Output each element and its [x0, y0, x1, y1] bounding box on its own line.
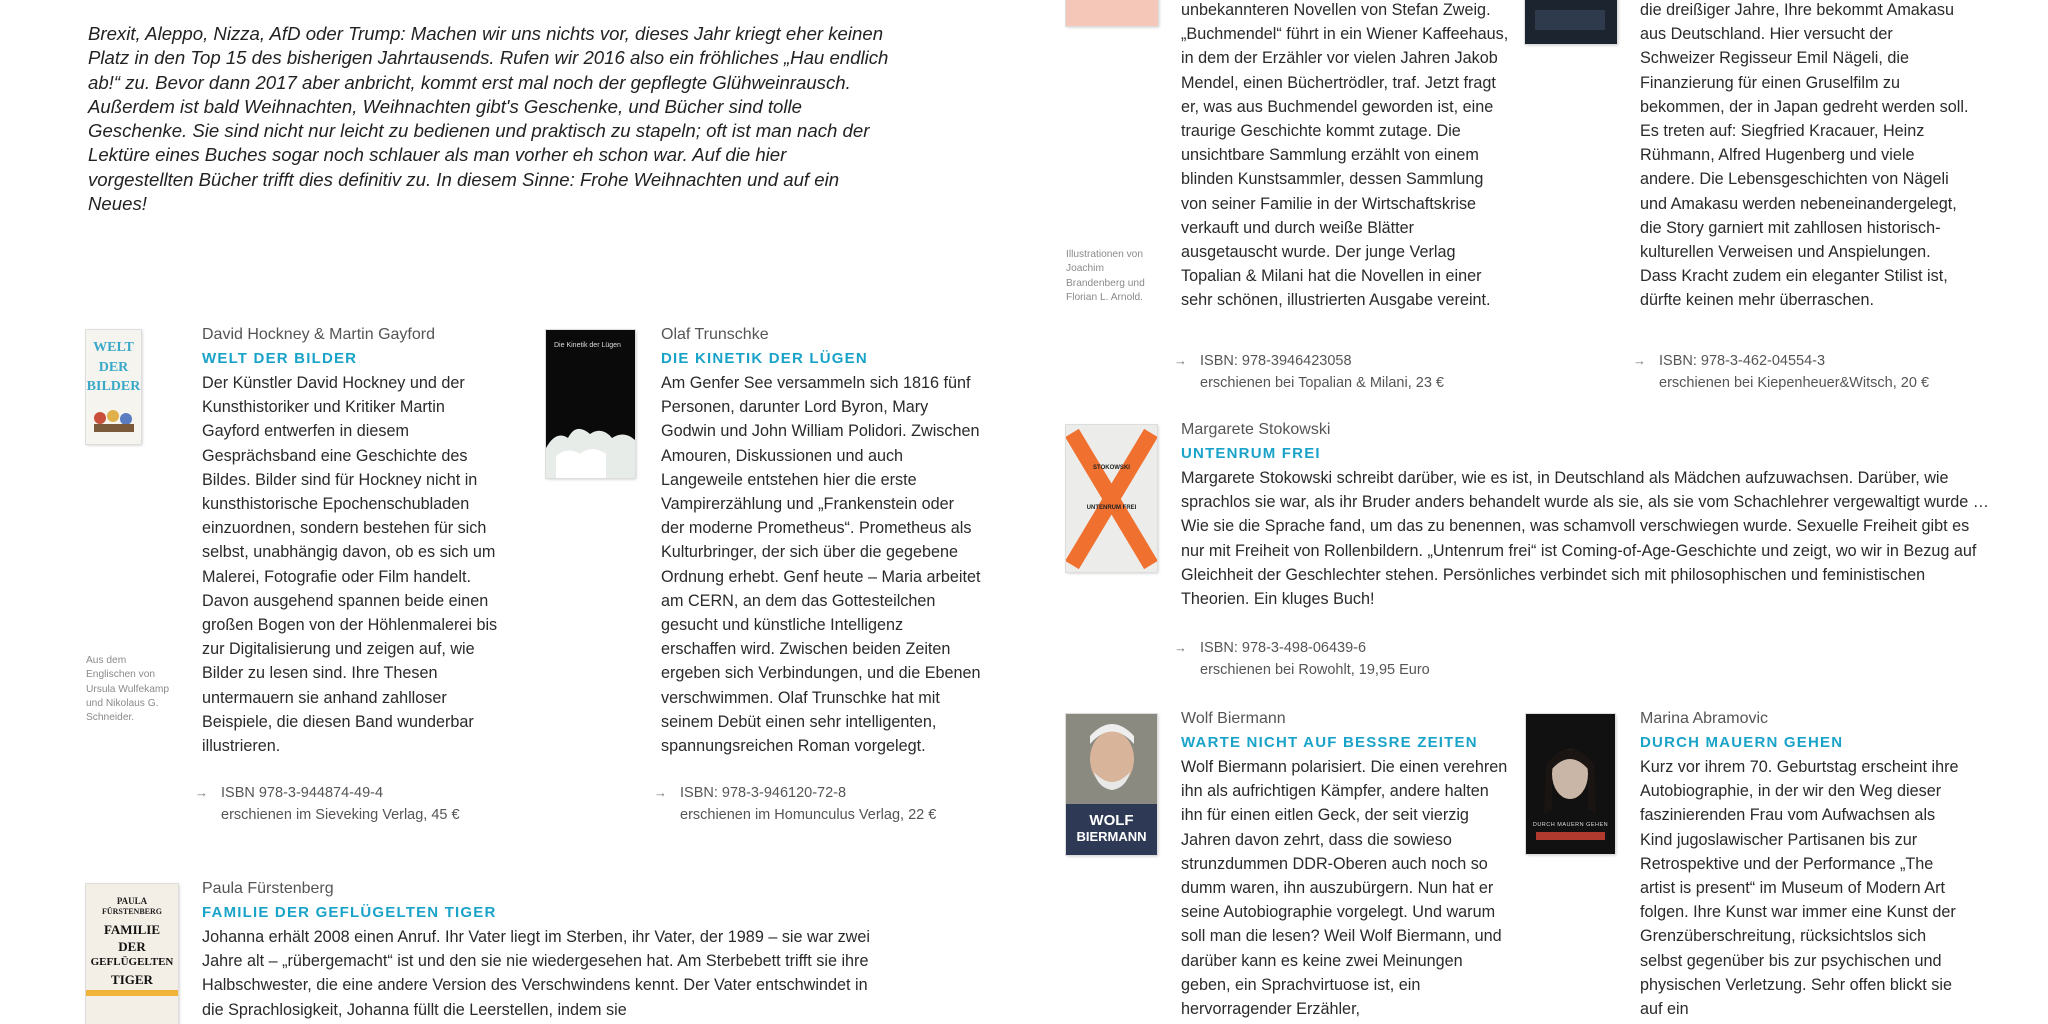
stokowski-cover-author: STOKOWSKI	[1093, 465, 1130, 471]
hockney-book-cover[interactable]	[86, 330, 141, 444]
zweig-illustrator-caption: Illustrationen von Joachim Brandenberg und Florian L. Arnold.	[1066, 249, 1145, 303]
stokowski-book-cover[interactable]	[1066, 425, 1157, 572]
arrow-right-icon: →	[195, 785, 208, 800]
kracht-cover-illustration	[1525, 0, 1617, 44]
trunschke-cover-smoke	[546, 330, 635, 478]
hockney-translator-caption: Aus dem Englischen von Ursula Wulfekamp und Nikolaus G. Schneider.	[86, 655, 170, 724]
zweig-publisher: erschienen bei Topalian & Milani, 23 €	[1200, 375, 1444, 391]
fuerstenberg-cover-stripe	[86, 884, 178, 1024]
stokowski-title[interactable]: UNTENRUM FREI	[1181, 445, 1321, 462]
biermann-book-cover[interactable]	[1066, 714, 1157, 855]
stokowski-isbn: ISBN: 978-3-498-06439-6	[1200, 640, 1367, 656]
trunschke-publisher: erschienen im Homunculus Verlag, 22 €	[680, 807, 937, 823]
zweig-isbn-block	[1174, 350, 1520, 394]
arrow-right-icon: →	[1174, 353, 1187, 368]
trunschke-isbn-block	[654, 782, 1000, 826]
biermann-cover-title-1: WOLF	[1089, 812, 1134, 829]
arrow-right-icon: →	[1633, 353, 1646, 368]
trunschke-cover-title: Die Kinetik der Lügen	[554, 342, 621, 349]
hockney-cover-figures	[86, 330, 141, 444]
zweig-book-cover[interactable]	[1066, 0, 1158, 26]
fuerstenberg-title[interactable]: FAMILIE DER GEFLÜGELTEN TIGER	[202, 904, 497, 921]
stokowski-description: Margarete Stokowski schreibt darüber, wie es ist, in Deutschland als Mädchen aufzuwachsen. Darüber, wie sprachlos sie war, als ihr Bruder anders behandelt wurde als sie, als sie vom Schachlehrer vergewaltigt wurde … Wie sie die Sprache fand, um das zu benennen, was schamvoll verschwiegen wurde. Sexuelle Freiheit gibt es nur mit Freiheit von Rollenbildern. „Untenrum frei“ ist Coming-of-Age-Geschichte und zeigt, wo wir in Bezug auf Gleichheit der Geschlechter stehen. Persönliches verbindet sich mit philosophischen und feministischen Theorien. Ein kluges Buch!	[1181, 469, 1989, 609]
biermann-title[interactable]: WARTE NICHT AUF BESSRE ZEITEN	[1181, 734, 1478, 751]
kracht-book-cover[interactable]	[1525, 0, 1617, 44]
biermann-description: Wolf Biermann polarisiert. Die einen verehren ihn als aufrichtigen Kämpfer, andere halten ihn für einen eitlen Geck, der seit vierzig Jahren davon zehrt, dass die sowieso strunzdummen DDR-Oberen auch noch so dumm waren, ihn auszubürgern. Nun hat er seine Autobiographie vorgelegt. Und warum soll man die lesen? Weil Wolf Biermann, und darüber kann es keine zwei Meinungen geben, ein Sprachvirtuose ist, ein hervorragender Erzähler,	[1181, 758, 1508, 1019]
trunschke-author: Olaf Trunschke	[661, 326, 769, 343]
stokowski-cover-title: UNTENRUM FREI	[1086, 505, 1137, 511]
hockney-cover-title-3: BILDER	[86, 379, 141, 394]
biermann-cover-title-2: BIERMANN	[1076, 829, 1147, 844]
zweig-isbn: ISBN: 978-3946423058	[1200, 353, 1352, 369]
stokowski-cover-cross	[1066, 425, 1157, 572]
stokowski-publisher: erschienen bei Rowohlt, 19,95 Euro	[1200, 662, 1430, 678]
biermann-entry	[1181, 709, 1511, 1021]
kracht-isbn: ISBN: 978-3-462-04554-3	[1659, 353, 1826, 369]
fuerstenberg-cover-title-3: GEFLÜGELTEN	[90, 956, 174, 968]
arrow-right-icon: →	[1174, 640, 1187, 655]
stokowski-entry	[1181, 420, 1991, 611]
fuerstenberg-author: Paula Fürstenberg	[202, 880, 334, 897]
hockney-isbn-block	[195, 782, 521, 826]
hockney-cover-title-2: DER	[98, 360, 129, 375]
fuerstenberg-description: Johanna erhält 2008 einen Anruf. Ihr Vater liegt im Sterben, ihr Vater, der 1989 – sie war zwei Jahre alt – „rübergemacht“ ist und den sie nie wiedergesehen hat. Am Sterbebett trifft sie ihre Halbschwester, die eine andere Version des Verschwindens kennt. Der Vater entschwindet in die Sprachlosigkeit, Johanna füllt die Leerstellen, indem sie	[202, 928, 870, 1019]
abramovic-cover-title: DURCH MAUERN GEHEN	[1532, 822, 1609, 828]
stokowski-author: Margarete Stokowski	[1181, 421, 1331, 438]
fuerstenberg-book-cover[interactable]	[86, 884, 178, 1024]
abramovic-description: Kurz vor ihrem 70. Geburtstag erscheint ihre Autobiographie, in der wir den Weg dieser faszinierenden Frau vom Aufwachsen als Kind jugoslawischer Partisanen bis zur Retrospektive und der Performance „The artist is present“ im Museum of Modern Art folgen. Ihre Kunst war immer eine Kunst der Grenzüberschreitung, rücksichtslos sich selbst gegenüber bis zur psychischen und physischen Verletzung. Sehr offen blickt sie auf ein	[1640, 758, 1959, 1019]
kracht-entry	[1640, 0, 1970, 313]
fuerstenberg-cover-title-4: TIGER	[111, 972, 153, 987]
stokowski-isbn-block	[1174, 637, 1520, 681]
arrow-right-icon: →	[654, 785, 667, 800]
hockney-description: Der Künstler David Hockney und der Kunsthistoriker und Kritiker Martin Gayford entwerfen in diesem Gesprächsband eine Geschichte des Bildes. Bilder sind für Hockney nicht in kunsthistorische Epochenschubladen einzuordnen, sondern bestehen für sich selbst, unabhängig davon, ob es sich um Malerei, Fotografie oder Film handelt. Davon ausgehend spannen beide einen großen Bogen von der Höhlenmalerei bis zur Digitalisierung und zeigen auf, wie Bilder zu lesen sind. Ihre Thesen untermauern sie anhand zahlloser Beispiele, die diesen Band wunderbar illustrieren.	[202, 374, 498, 756]
hockney-publisher: erschienen im Sieveking Verlag, 45 €	[221, 807, 460, 823]
trunschke-description: Am Genfer See versammeln sich 1816 fünf Personen, darunter Lord Byron, Mary Godwin und John William Polidori. Zwischen Amouren, Diskussionen und auch Langeweile entstehen hier die erste Vampirerzählung und „Frankenstein oder der moderne Prometheus“. Prometheus als Kulturbringer, der sich über die gegebene Ordnung erhebt. Genf heute – Maria arbeitet am CERN, an dem das Gottesteilchen gesucht und künstliche Intelligenz erschaffen wird. Zwischen beiden Zeiten ergeben sich Verbindungen, und die Ebenen verschwimmen. Olaf Trunschke hat mit seinem Debüt einen sehr intelligenten, spannungsreichen Roman vorgelegt.	[661, 374, 981, 756]
hockney-cover-title-1: WELT	[93, 340, 134, 355]
hockney-title[interactable]: WELT DER BILDER	[202, 350, 358, 367]
abramovic-cover-portrait	[1526, 714, 1615, 854]
kracht-description: die dreißiger Jahre, Ihre bekommt Amakasu aus Deutschland. Hier versucht der Schweizer Regisseur Emil Nägeli, die Finanzierung für einen Gruselfilm zu bekommen, der in Japan gedreht werden soll. Es treten auf: Siegfried Kracauer, Heinz Rühmann, Alfred Hugenberg und viele andere. Die Lebensgeschichten von Nägeli und Amakasu werden nebeneinandergelegt, die Story garniert mit zahllosen historisch-kulturellen Verweisen und Anspielungen. Dass Kracht zudem ein eleganter Stilist ist, dürfte keinen mehr überraschen.	[1640, 1, 1969, 310]
abramovic-book-cover[interactable]	[1526, 714, 1615, 854]
hockney-isbn: ISBN 978-3-944874-49-4	[221, 785, 384, 801]
zweig-cover-illustration	[1066, 0, 1158, 26]
hockney-entry	[202, 325, 502, 758]
fuerstenberg-cover-author-2: FÜRSTENBERG	[101, 907, 162, 916]
abramovic-author: Marina Abramovic	[1640, 710, 1769, 727]
hockney-author: David Hockney & Martin Gayford	[202, 326, 435, 343]
fuerstenberg-entry	[202, 879, 882, 1022]
trunschke-entry	[661, 325, 981, 758]
fuerstenberg-cover-title-2: DER	[118, 939, 146, 954]
kracht-publisher: erschienen bei Kiepenheuer&Witsch, 20 €	[1659, 375, 1930, 391]
abramovic-title[interactable]: DURCH MAUERN GEHEN	[1640, 734, 1844, 751]
biermann-author: Wolf Biermann	[1181, 710, 1286, 727]
abramovic-entry	[1640, 709, 1970, 1021]
intro-text: Brexit, Aleppo, Nizza, AfD oder Trump: Machen wir uns nichts vor, dieses Jahr kriegt eher keinen Platz in den Top 15 des bisherigen Jahrtausends. Rufen wir 2016 also ein fröhliches „Hau endlich ab!“ zu. Bevor dann 2017 aber anbricht, kommt erst mal noch der gepflegte Glühweinrausch. Außerdem ist bald Weihnachten, Weihnachten gibt's Geschenke, und Bücher sind tolle Geschenke. Sie sind nicht nur leicht zu bedienen und praktisch zu stapeln; oft ist man nach der Lektüre eines Buches sogar noch schlauer als man vorher eh schon war. Auf die hier vorgestellten Bücher trifft dies definitiv zu. In diesem Sinne: Frohe Weihnachten und auf ein Neues!	[88, 23, 889, 215]
kracht-isbn-block	[1633, 350, 1989, 394]
fuerstenberg-cover-author-1: PAULA	[116, 896, 148, 906]
fuerstenberg-cover-title-1: FAMILIE	[103, 922, 161, 937]
trunschke-isbn: ISBN: 978-3-946120-72-8	[680, 785, 847, 801]
trunschke-book-cover[interactable]	[546, 330, 635, 478]
trunschke-title[interactable]: DIE KINETIK DER LÜGEN	[661, 350, 868, 367]
zweig-entry	[1181, 0, 1511, 313]
zweig-description: unbekannteren Novellen von Stefan Zweig. „Buchmendel“ führt in ein Wiener Kaffeehaus, in dem der Erzähler vor vielen Jahren Jakob Mendel, einen Büchertrödler, traf. Jetzt fragt er, was aus Buchmendel geworden ist, eine traurige Geschichte kommt zutage. Die unsichtbare Sammlung erzählt von einem blinden Kunstsammler, dessen Sammlung von seiner Familie in der Wirtschaftskrise verkauft und durch weiße Blätter ausgetauscht wurde. Der junge Verlag Topalian & Milani hat die Novellen in einer sehr schönen, illustrierten Ausgabe vereint.	[1181, 1, 1509, 310]
